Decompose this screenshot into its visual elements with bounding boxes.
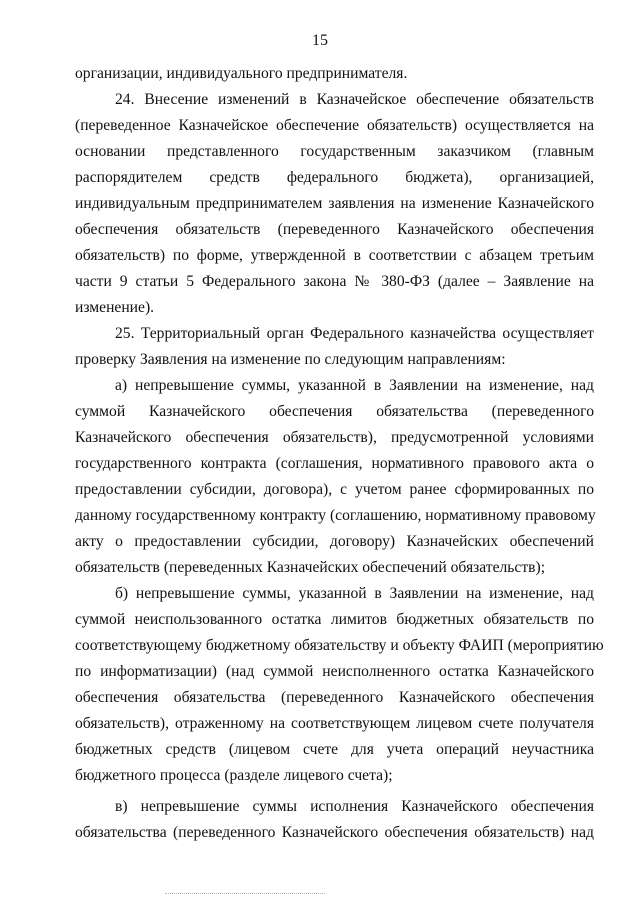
text-line: обязательств), отраженному на соответствующем лицевом счете получателя — [75, 715, 594, 732]
text-line: данному государственному контракту (соглашению, нормативному правовому — [75, 507, 596, 524]
text-line: б) непревышение суммы, указанной в Заявлении на изменение, над — [115, 585, 594, 602]
text-line: (переведенное Казначейское обеспечение обязательств) осуществляется на — [75, 117, 594, 134]
text-line: обязательства (переведенного Казначейского обеспечения обязательств) над — [75, 824, 594, 841]
text-line: распорядителем средств федерального бюджета), организацией, — [75, 169, 594, 186]
text-line: изменение). — [75, 299, 155, 316]
text-line: обязательств) по форме, утвержденной в соответствии с абзацем третьим — [75, 247, 594, 264]
text-line: обеспечения обязательств (переведенного Казначейского обеспечения — [75, 221, 594, 238]
text-line: основании представленного государственным заказчиком (главным — [75, 143, 594, 160]
text-line: соответствующему бюджетному обязательству и объекту ФАИП (мероприятию — [75, 637, 604, 654]
text-line: по информатизации) (над суммой неисполненного остатка Казначейского — [75, 663, 594, 680]
text-line: обеспечения обязательства (переведенного Казначейского обеспечения — [75, 689, 594, 706]
scan-artifact — [165, 893, 325, 895]
text-line: суммой неиспользованного остатка лимитов бюджетных обязательств по — [75, 611, 594, 628]
text-line: 24. Внесение изменений в Казначейское обеспечение обязательств — [115, 91, 594, 108]
text-line: государственного контракта (соглашения, нормативного правового акта о — [75, 455, 594, 472]
text-line: а) непревышение суммы, указанной в Заявлении на изменение, над — [115, 377, 594, 394]
page-number: 15 — [312, 32, 328, 49]
text-line: обязательств (переведенных Казначейских обеспечений обязательств); — [75, 559, 546, 576]
text-line: проверку Заявления на изменение по следующим направлениям: — [75, 351, 506, 368]
text-line: 25. Территориальный орган Федерального казначейства осуществляет — [115, 325, 594, 342]
text-line: индивидуальным предпринимателем заявления на изменение Казначейского — [75, 195, 594, 212]
text-line: акту о предоставлении субсидии, договору) Казначейских обеспечений — [75, 533, 594, 550]
text-line: бюджетного процесса (разделе лицевого счета); — [75, 767, 393, 784]
text-line: части 9 статьи 5 Федерального закона № 380-ФЗ (далее – Заявление на — [75, 273, 594, 290]
text-line: организации, индивидуального предпринимателя. — [75, 65, 408, 82]
text-line: в) непревышение суммы исполнения Казначейского обеспечения — [115, 798, 594, 815]
text-line: суммой Казначейского обеспечения обязательства (переведенного — [75, 403, 594, 420]
text-line: Казначейского обеспечения обязательств), предусмотренной условиями — [75, 429, 594, 446]
text-line: предоставлении субсидии, договора), с учетом ранее сформированных по — [75, 481, 594, 498]
text-line: бюджетных средств (лицевом счете для учета операций неучастника — [75, 741, 594, 758]
